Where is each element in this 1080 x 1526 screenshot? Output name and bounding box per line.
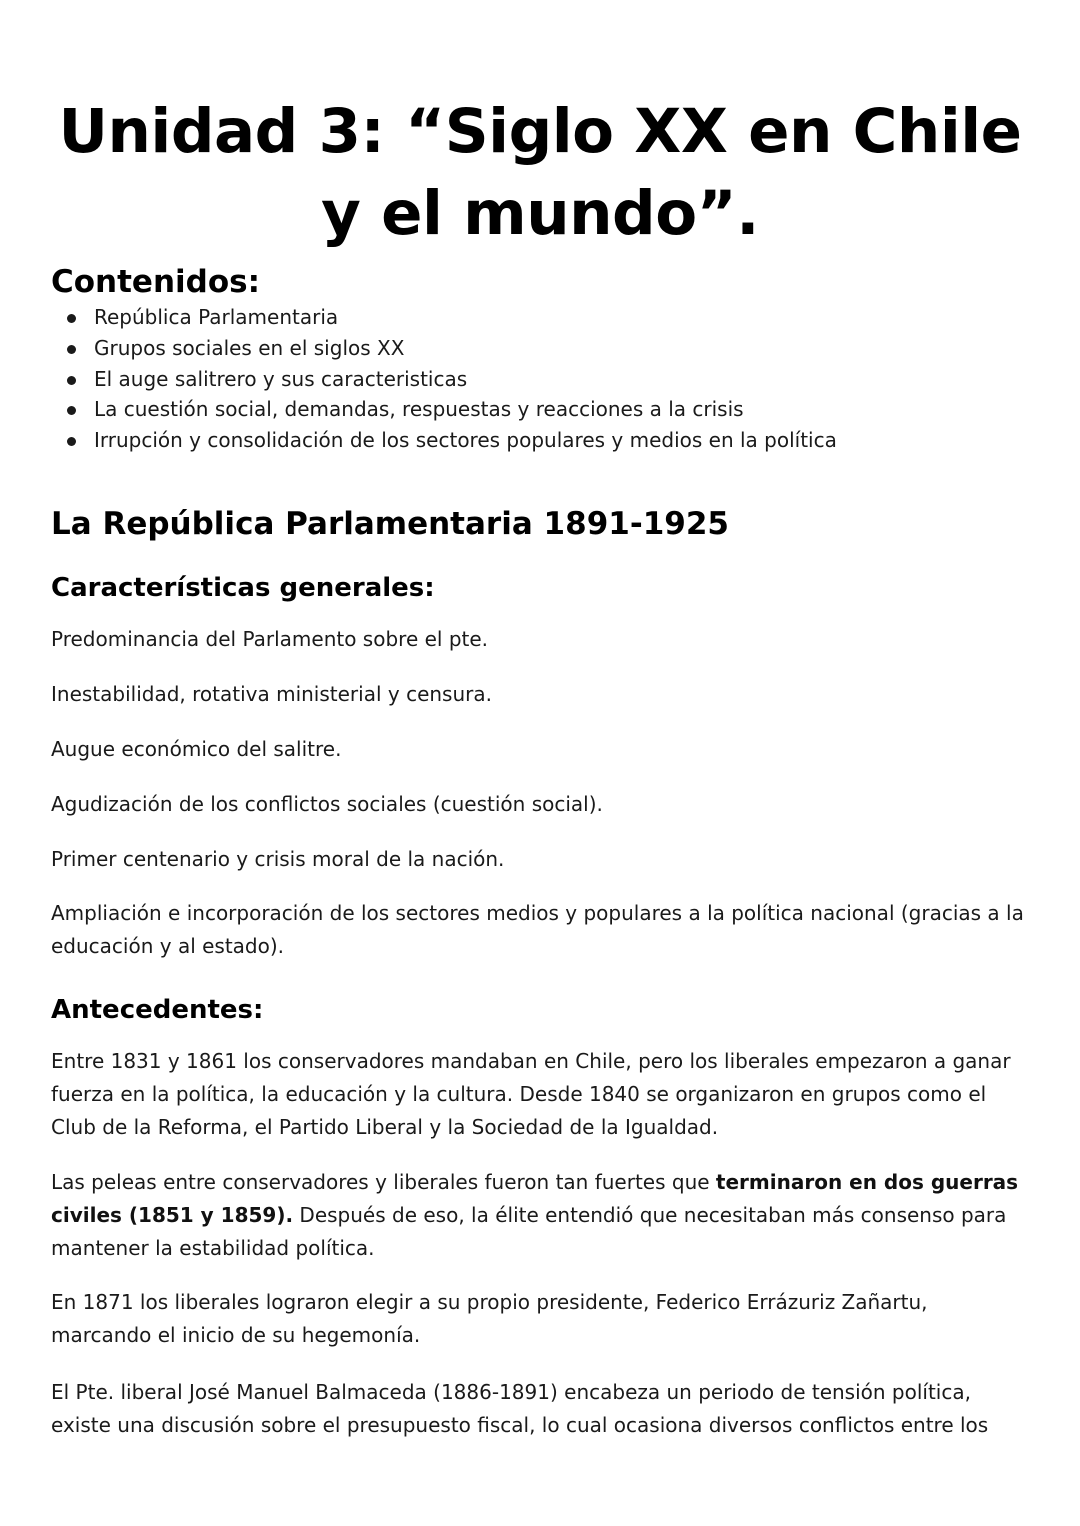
section-heading: La República Parlamentaria 1891-1925 bbox=[51, 505, 729, 542]
emphasis-text: terminaron en dos guerras civiles (1851 y 1859). bbox=[51, 1170, 1019, 1227]
caracteristica-item: Inestabilidad, rotativa ministerial y censura. bbox=[51, 682, 492, 706]
antecedentes-heading: Antecedentes: bbox=[51, 995, 264, 1025]
list-item: Grupos sociales en el siglos XX bbox=[51, 333, 837, 364]
antecedentes-paragraph: El Pte. liberal José Manuel Balmaceda (1886-1891) encabeza un periodo de tensión política, existe una discusión sobre el presupuesto fiscal, lo cual ocasiona diversos conflictos entre los bbox=[51, 1380, 989, 1437]
caracteristica-item: Ampliación e incorporación de los sectores medios y populares a la política nacional (gracias a la educación y al estado). bbox=[51, 901, 1024, 958]
antecedentes-paragraph: Entre 1831 y 1861 los conservadores mandaban en Chile, pero los liberales empezaron a ganar fuerza en la política, la educación y la cultura. Desde 1840 se organizaron en grupos como el Club de la Reforma, el Partido Liberal y la Sociedad de la Igualdad. bbox=[51, 1049, 1011, 1139]
bullet-icon bbox=[67, 376, 76, 385]
caracteristica-item: Primer centenario y crisis moral de la nación. bbox=[51, 847, 505, 871]
contenidos-list bbox=[51, 302, 837, 456]
page-title: Unidad 3: “Siglo XX en Chile y el mundo”. bbox=[58, 95, 1022, 249]
caracteristica-item: Predominancia del Parlamento sobre el pte. bbox=[51, 627, 489, 651]
contenidos-heading: Contenidos: bbox=[51, 263, 260, 300]
bullet-icon bbox=[67, 345, 76, 354]
list-item: El auge salitrero y sus caracteristicas bbox=[51, 364, 837, 395]
antecedentes-paragraph: En 1871 los liberales lograron elegir a su propio presidente, Federico Errázuriz Zañartu, marcando el inicio de su hegemonía. bbox=[51, 1290, 928, 1347]
caracteristica-item: Augue económico del salitre. bbox=[51, 737, 342, 761]
bullet-icon bbox=[67, 437, 76, 446]
caracteristicas-heading: Características generales: bbox=[51, 573, 435, 603]
bullet-icon bbox=[67, 406, 76, 415]
list-item: República Parlamentaria bbox=[51, 302, 837, 333]
list-item: Irrupción y consolidación de los sectores populares y medios en la política bbox=[51, 425, 837, 456]
bullet-icon bbox=[67, 314, 76, 323]
list-item: La cuestión social, demandas, respuestas y reacciones a la crisis bbox=[51, 394, 837, 425]
caracteristica-item: Agudización de los conflictos sociales (cuestión social). bbox=[51, 792, 603, 816]
antecedentes-paragraph: Las peleas entre conservadores y liberales fueron tan fuertes que terminaron en dos guerras civiles (1851 y 1859). Después de eso, la élite entendió que necesitaban más consenso para mantener la estabilidad política. bbox=[51, 1170, 1019, 1260]
